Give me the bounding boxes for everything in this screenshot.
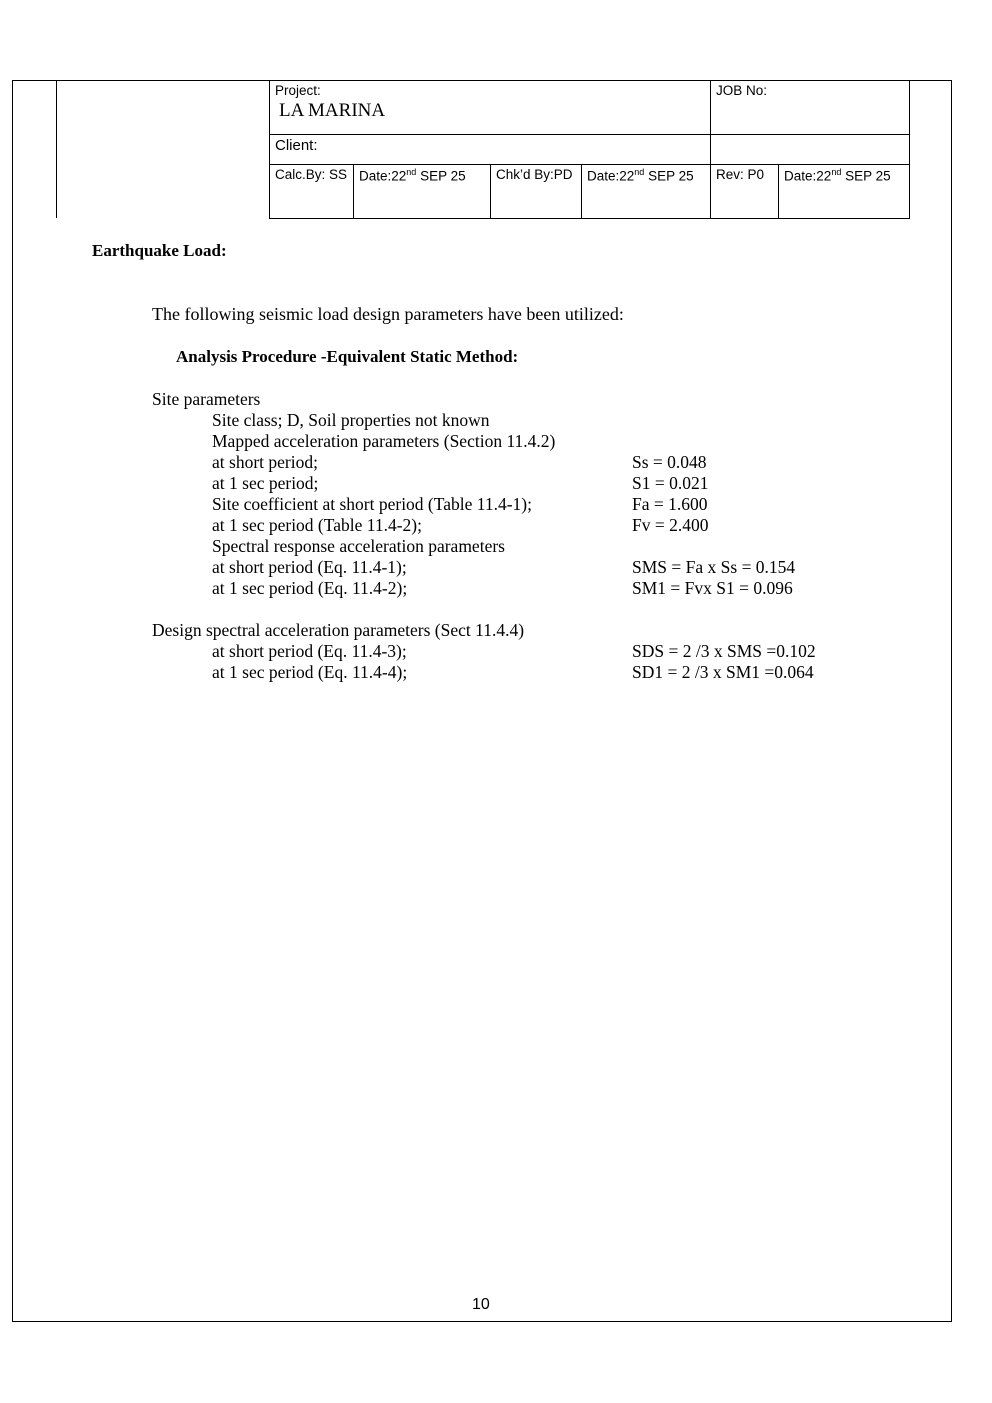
job-number-label: JOB No: <box>716 83 768 98</box>
site-coefficient-label: Site coefficient at short period (Table 11.4-1); <box>212 494 532 514</box>
short-period-eq1-label: at short period (Eq. 11.4-1); <box>212 557 407 577</box>
short-period-eq3-label: at short period (Eq. 11.4-3); <box>212 641 407 661</box>
fv-value: Fv = 2.400 <box>632 515 709 535</box>
sd1-value: SD1 = 2 /3 x SM1 =0.064 <box>632 662 814 682</box>
revision-date-cell <box>779 165 910 219</box>
ss-value: Ss = 0.048 <box>632 452 707 472</box>
section-heading: Earthquake Load: <box>92 241 227 260</box>
page-number: 10 <box>472 1296 490 1313</box>
client-cell <box>270 135 711 165</box>
revision-date-month: SEP 25 <box>841 168 891 184</box>
intro-text: The following seismic load design parameters have been utilized: <box>152 304 624 324</box>
project-name: LA MARINA <box>279 100 386 121</box>
short-period-label: at short period; <box>212 452 318 472</box>
check-date-month: SEP 25 <box>644 168 694 184</box>
calc-date: Date:22 <box>359 168 407 184</box>
calc-date-month: SEP 25 <box>416 168 466 184</box>
project-label: Project: <box>275 83 321 98</box>
check-date: Date:22 <box>587 168 635 184</box>
client-label: Client: <box>275 137 318 154</box>
sms-value: SMS = Fa x Ss = 0.154 <box>632 557 796 577</box>
one-sec-eq2-label: at 1 sec period (Eq. 11.4-2); <box>212 578 408 598</box>
sds-value: SDS = 2 /3 x SMS =0.102 <box>632 641 816 661</box>
checked-by-cell <box>491 165 582 219</box>
logo-area-divider <box>56 80 57 218</box>
spectral-response-text: Spectral response acceleration parameters <box>212 536 505 556</box>
site-class-text: Site class; D, Soil properties not known <box>212 410 490 430</box>
design-spectral-label: Design spectral acceleration parameters (Sect 11.4.4) <box>152 620 525 640</box>
calc-by-cell <box>270 165 354 219</box>
job-number-cell <box>711 81 910 135</box>
client-blank-cell <box>711 135 910 165</box>
checked-by: Chk’d By:PD <box>496 167 573 182</box>
revision: Rev: P0 <box>716 167 765 182</box>
one-sec-table-label: at 1 sec period (Table 11.4-2); <box>212 515 422 535</box>
one-sec-eq4-label: at 1 sec period (Eq. 11.4-4); <box>212 662 408 682</box>
calc-date-sup: nd <box>406 167 417 177</box>
one-sec-period-label: at 1 sec period; <box>212 473 319 493</box>
s1-value: S1 = 0.021 <box>632 473 709 493</box>
check-date-cell <box>582 165 711 219</box>
project-cell <box>270 81 711 135</box>
mapped-acceleration-text: Mapped acceleration parameters (Section 11.4.2) <box>212 431 556 451</box>
calc-by: Calc.By: SS <box>275 167 348 182</box>
title-block <box>269 80 910 219</box>
sub-heading: Analysis Procedure -Equivalent Static Method: <box>176 347 519 366</box>
check-date-sup: nd <box>634 167 645 177</box>
page-frame <box>12 80 952 1322</box>
revision-cell <box>711 165 779 219</box>
calc-date-cell <box>354 165 491 219</box>
sm1-value: SM1 = Fvx S1 = 0.096 <box>632 578 793 598</box>
revision-date: Date:22 <box>784 168 832 184</box>
fa-value: Fa = 1.600 <box>632 494 708 514</box>
site-parameters-label: Site parameters <box>152 389 261 409</box>
revision-date-sup: nd <box>831 167 842 177</box>
